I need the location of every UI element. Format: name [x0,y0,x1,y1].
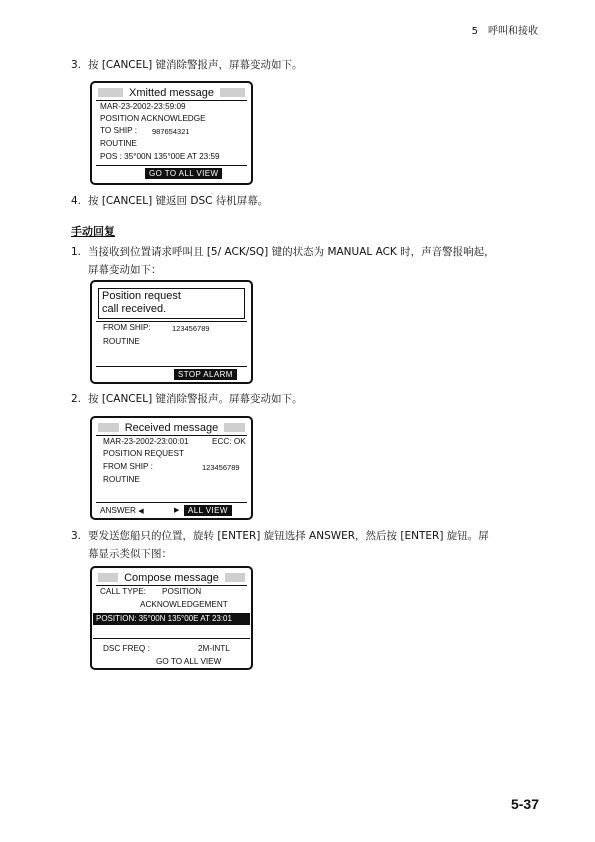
call-type-value-continued: ACKNOWLEDGEMENT [140,600,228,609]
message-type: POSITION REQUEST [103,449,184,458]
position-field-selected[interactable]: POSITION: 35°00N 135°00E AT 23:01 [93,613,250,625]
alert-line-1: Position request [102,290,181,302]
timestamp: MAR-23-2002-23:59:09 [100,102,186,111]
title-bar-shade-left [98,573,118,582]
step-number: 3. [71,59,82,71]
title-bar-shade-right [225,573,245,582]
screen-title: Xmitted message [129,86,214,99]
xmitted-message-screen [90,81,253,185]
alert-line-2: call received. [102,303,167,315]
divider [96,100,247,101]
position-line: POS : 35°00N 135°00E AT 23:59 [100,152,220,161]
message-type: POSITION ACKNOWLEDGE [100,114,206,123]
screen-title-bar [98,421,245,434]
from-ship-id: 123456789 [202,463,240,472]
title-bar-shade-right [220,88,245,97]
from-ship-label: FROM SHIP : [103,462,153,471]
from-ship-label: FROM SHIP: [103,323,151,332]
to-ship-id: 987654321 [152,127,190,136]
screen-title-bar [98,86,245,99]
step-number: 1. [71,246,82,258]
stop-alarm-softkey[interactable]: STOP ALARM [174,369,237,380]
right-triangle-icon: ▶ [174,507,180,514]
to-ship-label: TO SHIP : [100,126,138,135]
divider [96,321,247,322]
dsc-freq-label: DSC FREQ : [103,644,150,653]
from-ship-id: 123456789 [172,324,210,333]
divider [96,165,247,166]
divider [96,435,247,436]
title-bar-shade-right [224,423,245,432]
answer-option[interactable] [100,506,144,515]
screen-title-bar [98,571,245,584]
step-3-cancel [71,56,551,74]
step-text: 按 [CANCEL] 键返回 DSC 待机屏幕。 [88,195,269,207]
step-number: 2. [71,393,82,405]
call-type-value[interactable]: POSITION [162,587,202,596]
dsc-freq-value[interactable]: 2M-INTL [198,644,230,653]
manual-step-2 [71,390,551,408]
divider [96,366,247,367]
answer-label: ANSWER [100,506,136,515]
step-text: 按 [CANCEL] 键消除警报声。屏幕变动如下。 [88,393,303,405]
timestamp: MAR-23-2002-23:00:01 [103,437,189,446]
ecc-status: ECC: OK [212,437,246,446]
page-number: 5-37 [510,796,539,812]
alert-message-box [98,288,245,319]
screen-title: Compose message [124,571,219,584]
step-text-line-2: 幕显示类似下图： [88,548,172,560]
step-text-line-2: 屏幕变动如下： [88,264,162,276]
step-text: 按 [CANCEL] 键消除警报声，屏幕变动如下。 [88,59,303,71]
divider [96,502,247,503]
manual-step-1 [71,243,551,279]
compose-message-screen [90,566,253,670]
position-request-alarm-screen [90,280,253,384]
left-triangle-icon: ◀ [138,508,144,515]
title-bar-shade-left [98,423,119,432]
divider [96,585,247,586]
call-type-label: CALL TYPE: [100,587,146,596]
step-text-line-1: 当接收到位置请求呼叫且 [5/ ACK/SQ] 键的状态为 MANUAL ACK 时，声音警报响起， [88,246,495,258]
running-header: 5 呼叫和接收 [471,26,538,37]
priority: ROUTINE [103,337,140,346]
all-view-softkey[interactable]: ALL VIEW [184,505,232,516]
section-title-manual-reply: 手动回复 [71,225,115,238]
step-4-return [71,192,551,210]
title-bar-shade-left [98,88,123,97]
priority: ROUTINE [103,475,140,484]
step-text-line-1: 要发送您船只的位置，旋转 [ENTER] 旋钮选择 ANSWER，然后按 [ENTER] 旋钮。屏 [88,530,489,542]
step-number: 4. [71,195,82,207]
divider [93,638,250,639]
go-to-all-view-softkey[interactable]: GO TO ALL VIEW [145,168,222,179]
priority: ROUTINE [100,139,137,148]
manual-step-3 [71,527,551,563]
go-to-all-view-option[interactable]: GO TO ALL VIEW [156,657,222,666]
received-message-screen [90,416,253,520]
screen-title: Received message [124,421,219,434]
step-number: 3. [71,530,82,542]
